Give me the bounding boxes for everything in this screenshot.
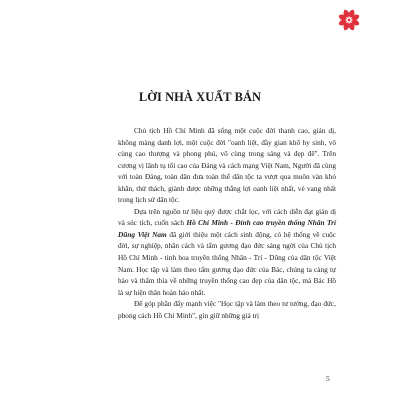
paragraph-2-rest: đã giới thiệu một cách sinh động, có hệ thống về cuộc đời, sự nghiệp, nhân cách và tấm gương đạo đức sáng ngời của Chủ tịch Hồ Chí Minh - tinh hoa truyền thống Nhân - Trí - Dũng của dân tộc Việt Nam. Học tập và làm theo tấm gương đạo đức của Bác, chúng ta càng tự hào và thấm thía về những truyền thống cao đẹp của dân tộc, mà Bác Hồ là sự hiện thân hoàn hảo nhất. xyxy=(118,229,336,297)
paragraph-1: Chủ tịch Hồ Chí Minh đã sống một cuộc đời thanh cao, giản dị, không màng danh lợi, một cuộc đời "oanh liệt, đầy gian khổ hy sinh, vô cùng cao thượng và phong phú, vô cùng trong sáng và đẹp đẽ". Trên cương vị lãnh tụ tối cao của Đảng và cách mạng Việt Nam, Người đã cùng với toàn Đảng, toàn dân đưa toàn thể dân tộc ta vượt qua muôn vàn khó khăn, thử thách, giành được những thắng lợi oanh liệt nhất, vẻ vang nhất trong lịch sử dân tộc. xyxy=(118,126,336,205)
paragraph-2-intro: Dựa trên nguồn tư liệu quý được chắt lọc, với cách diễn đạt giản dị và súc tích, cuốn sách xyxy=(118,206,336,228)
red-flower-ornament-icon xyxy=(337,8,361,32)
paragraph-3: Để góp phần đẩy mạnh việc "Học tập và làm theo tư tưởng, đạo đức, phong cách Hồ Chí Minh", gìn giữ những giá trị xyxy=(118,299,336,320)
page-number: 5 xyxy=(326,374,330,383)
body-text xyxy=(118,125,336,321)
book-title: Hồ Chí Minh - Đỉnh cao truyền thống Nhân Trí Dũng Việt Nam xyxy=(118,218,336,239)
ornament-core xyxy=(348,19,351,22)
page-title: LỜI NHÀ XUẤT BẢN xyxy=(138,90,262,104)
paragraph-2 xyxy=(118,206,336,298)
